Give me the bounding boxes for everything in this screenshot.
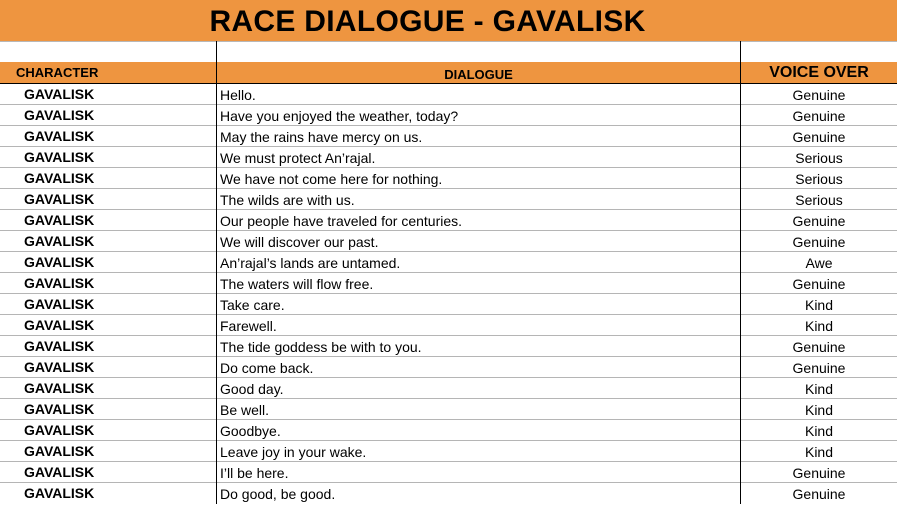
dialogue-cell[interactable]: We will discover our past. bbox=[216, 231, 740, 252]
table-row bbox=[0, 147, 897, 168]
character-cell[interactable]: GAVALISK bbox=[24, 107, 95, 123]
voice-over-cell[interactable]: Genuine bbox=[740, 273, 897, 294]
dialogue-cell[interactable]: Our people have traveled for centuries. bbox=[216, 210, 740, 231]
table-row bbox=[0, 315, 897, 336]
voice-over-cell[interactable]: Kind bbox=[740, 399, 897, 420]
voice-over-cell[interactable]: Kind bbox=[740, 315, 897, 336]
voice-over-cell[interactable]: Kind bbox=[740, 420, 897, 441]
character-cell[interactable]: GAVALISK bbox=[24, 149, 95, 165]
dialogue-cell[interactable]: May the rains have mercy on us. bbox=[216, 126, 740, 147]
header-dialogue[interactable]: DIALOGUE bbox=[216, 62, 740, 83]
voice-over-cell[interactable]: Serious bbox=[740, 147, 897, 168]
character-cell[interactable]: GAVALISK bbox=[24, 464, 95, 480]
character-cell[interactable]: GAVALISK bbox=[24, 86, 95, 102]
character-cell[interactable]: GAVALISK bbox=[24, 254, 95, 270]
table-row bbox=[0, 294, 897, 315]
header-voice-over[interactable]: VOICE OVER bbox=[740, 62, 897, 83]
table-row bbox=[0, 84, 897, 105]
dialogue-cell[interactable]: We have not come here for nothing. bbox=[216, 168, 740, 189]
character-cell[interactable]: GAVALISK bbox=[24, 128, 95, 144]
character-cell[interactable]: GAVALISK bbox=[24, 380, 95, 396]
voice-over-cell[interactable]: Serious bbox=[740, 189, 897, 210]
dialogue-cell[interactable]: Good day. bbox=[216, 378, 740, 399]
voice-over-cell[interactable]: Genuine bbox=[740, 483, 897, 504]
dialogue-cell[interactable]: We must protect An’rajal. bbox=[216, 147, 740, 168]
table-row bbox=[0, 126, 897, 147]
voice-over-cell[interactable]: Genuine bbox=[740, 105, 897, 126]
table-row bbox=[0, 168, 897, 189]
voice-over-cell[interactable]: Serious bbox=[740, 168, 897, 189]
table-body bbox=[0, 84, 897, 504]
character-cell[interactable]: GAVALISK bbox=[24, 401, 95, 417]
header-row bbox=[0, 62, 897, 84]
table-row bbox=[0, 399, 897, 420]
voice-over-cell[interactable]: Kind bbox=[740, 294, 897, 315]
voice-over-cell[interactable]: Kind bbox=[740, 378, 897, 399]
voice-over-cell[interactable]: Awe bbox=[740, 252, 897, 273]
dialogue-cell[interactable]: Be well. bbox=[216, 399, 740, 420]
dialogue-cell[interactable]: I’ll be here. bbox=[216, 462, 740, 483]
column-divider bbox=[216, 41, 217, 62]
character-cell[interactable]: GAVALISK bbox=[24, 212, 95, 228]
table-row bbox=[0, 357, 897, 378]
character-cell[interactable]: GAVALISK bbox=[24, 485, 95, 501]
dialogue-cell[interactable]: The tide goddess be with to you. bbox=[216, 336, 740, 357]
voice-over-cell[interactable]: Genuine bbox=[740, 336, 897, 357]
sheet-title: RACE DIALOGUE - GAVALISK bbox=[209, 4, 646, 38]
table-row bbox=[0, 273, 897, 294]
dialogue-cell[interactable]: Have you enjoyed the weather, today? bbox=[216, 105, 740, 126]
dialogue-cell[interactable]: The wilds are with us. bbox=[216, 189, 740, 210]
dialogue-cell[interactable]: Goodbye. bbox=[216, 420, 740, 441]
dialogue-cell[interactable]: Do come back. bbox=[216, 357, 740, 378]
table-row bbox=[0, 210, 897, 231]
character-cell[interactable]: GAVALISK bbox=[24, 359, 95, 375]
dialogue-cell[interactable]: Leave joy in your wake. bbox=[216, 441, 740, 462]
table-row bbox=[0, 420, 897, 441]
dialogue-cell[interactable]: The waters will flow free. bbox=[216, 273, 740, 294]
table-row bbox=[0, 336, 897, 357]
character-cell[interactable]: GAVALISK bbox=[24, 275, 95, 291]
character-cell[interactable]: GAVALISK bbox=[24, 233, 95, 249]
voice-over-cell[interactable]: Genuine bbox=[740, 210, 897, 231]
column-divider bbox=[740, 41, 741, 62]
voice-over-cell[interactable]: Genuine bbox=[740, 231, 897, 252]
table-row bbox=[0, 105, 897, 126]
table-row bbox=[0, 252, 897, 273]
character-cell[interactable]: GAVALISK bbox=[24, 443, 95, 459]
character-cell[interactable]: GAVALISK bbox=[24, 338, 95, 354]
voice-over-cell[interactable]: Kind bbox=[740, 441, 897, 462]
dialogue-cell[interactable]: Take care. bbox=[216, 294, 740, 315]
table-row bbox=[0, 483, 897, 504]
character-cell[interactable]: GAVALISK bbox=[24, 422, 95, 438]
voice-over-cell[interactable]: Genuine bbox=[740, 84, 897, 105]
header-character[interactable]: CHARACTER bbox=[16, 65, 99, 80]
table-row bbox=[0, 441, 897, 462]
dialogue-cell[interactable]: An’rajal’s lands are untamed. bbox=[216, 252, 740, 273]
dialogue-cell[interactable]: Do good, be good. bbox=[216, 483, 740, 504]
voice-over-cell[interactable]: Genuine bbox=[740, 126, 897, 147]
voice-over-cell[interactable]: Genuine bbox=[740, 357, 897, 378]
character-cell[interactable]: GAVALISK bbox=[24, 317, 95, 333]
table-row bbox=[0, 378, 897, 399]
character-cell[interactable]: GAVALISK bbox=[24, 296, 95, 312]
dialogue-cell[interactable]: Hello. bbox=[216, 84, 740, 105]
empty-row[interactable] bbox=[0, 41, 897, 63]
table-row bbox=[0, 231, 897, 252]
character-cell[interactable]: GAVALISK bbox=[24, 191, 95, 207]
table-row bbox=[0, 462, 897, 483]
voice-over-cell[interactable]: Genuine bbox=[740, 462, 897, 483]
dialogue-cell[interactable]: Farewell. bbox=[216, 315, 740, 336]
character-cell[interactable]: GAVALISK bbox=[24, 170, 95, 186]
title-cell[interactable] bbox=[0, 0, 897, 42]
table-row bbox=[0, 189, 897, 210]
